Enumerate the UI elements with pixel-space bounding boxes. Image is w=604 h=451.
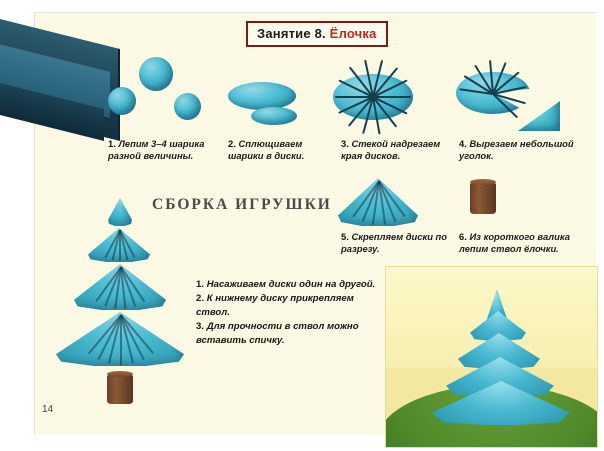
step-4-number: 4. <box>459 138 467 149</box>
step-6-caption <box>459 231 581 255</box>
step-2-caption <box>228 138 340 162</box>
page-margin-top <box>0 0 604 12</box>
assembly-step-2 <box>196 292 384 320</box>
page-number: 14 <box>42 404 54 415</box>
step-3-text: Стекой надрезаем края диcков. <box>341 138 441 161</box>
assembly-step-3 <box>196 320 384 348</box>
step-1-caption <box>108 138 220 162</box>
assembly-step-2-number: 2. <box>196 293 205 304</box>
assembly-step-1-text: Насаживаем диски один на другой. <box>206 279 376 290</box>
step-1-text: Лепим 3–4 шарика разной величины. <box>108 138 205 161</box>
step-2-number: 2. <box>228 138 236 149</box>
step-3-caption <box>341 138 453 162</box>
step-5-caption <box>341 231 453 255</box>
lesson-subject: Ёлочка <box>329 26 377 41</box>
finished-model-photo <box>385 266 598 448</box>
step-6-number: 6. <box>459 231 467 242</box>
assembly-step-1-number: 1. <box>196 279 205 290</box>
step-4-text: Вырезаем небольшой уголок. <box>459 138 574 161</box>
assembly-step-2-text: К нижнему диску прикрепляем ствол. <box>196 293 354 318</box>
assembly-step-1 <box>196 278 384 292</box>
step-5-text: Скрепляем диски по разрезу. <box>341 231 448 254</box>
assembly-heading: СБОРКА ИГРУШКИ <box>152 196 332 213</box>
assembly-step-3-text: Для прочности в ствол можно вставить спичку. <box>196 321 359 346</box>
step-6-text: Из короткого валика лепим ствол ёлочки. <box>459 231 570 254</box>
lesson-number: Занятие 8. <box>257 26 326 41</box>
step-4-caption <box>459 138 581 162</box>
assembly-steps-list <box>196 278 384 348</box>
step-2-text: Сплющиваем шарики в диски. <box>228 138 305 161</box>
step-1-number: 1. <box>108 138 116 149</box>
step-3-number: 3. <box>341 138 349 149</box>
lesson-title-banner <box>246 21 388 47</box>
step-5-number: 5. <box>341 231 349 242</box>
assembly-step-3-number: 3. <box>196 321 205 332</box>
